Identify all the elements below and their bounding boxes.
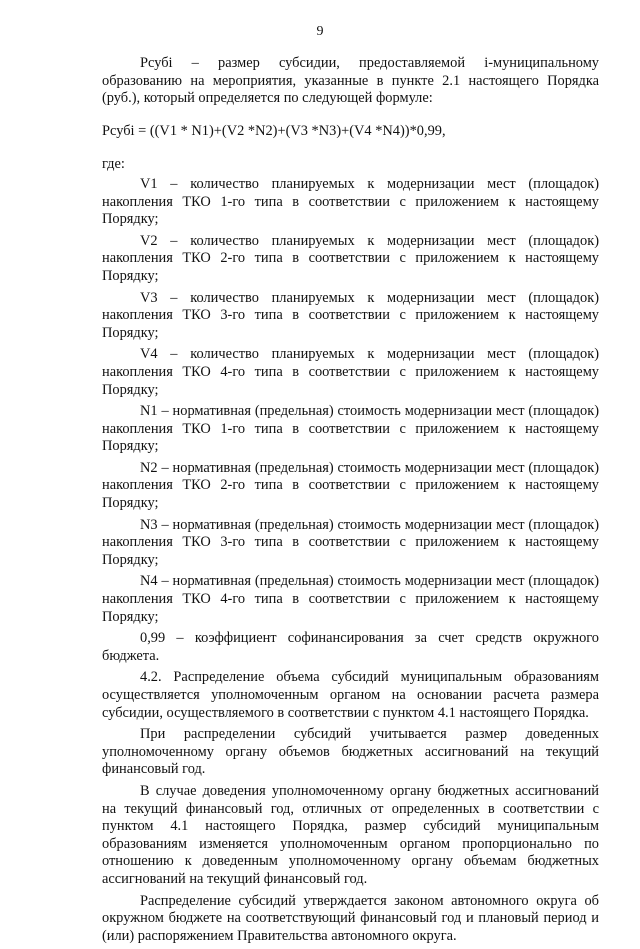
definition-n2: N2 – нормативная (предельная) стоимость модернизации мест (площадок) накопления ТКО 2-го типа в соответствии с приложением к настоящему Порядку;: [102, 459, 599, 512]
definition-v4: V4 – количество планируемых к модернизации мест (площадок) накопления ТКО 4-го типа в соответствии с приложением к настоящему Порядку;: [102, 346, 599, 398]
paragraph-law: Распределение субсидий утверждается законом автономного округа об окружном бюджете на соответствующий финансовый год и плановый период и (или) распоряжением Правительства автономного округа.: [102, 892, 599, 944]
definition-n3: N3 – нормативная (предельная) стоимость модернизации мест (площадок) накопления ТКО 3-го типа в соответствии с приложением к настоящему Порядку;: [102, 516, 599, 568]
definition-coefficient: 0,99 – коэффициент софинансирования за счет средств окружного бюджета.: [102, 630, 599, 664]
definition-v2: V2 – количество планируемых к модернизации мест (площадок) накопления ТКО 2-го типа в соответствии с приложением к настоящему Порядку;: [102, 232, 599, 284]
formula: Рсубі = ((V1 * N1)+(V2 *N2)+(V3 *N3)+(V4 *N4))*0,99,: [102, 122, 446, 139]
paragraph-intro: Рсубі – размер субсидии, предоставляемой і-муниципальному образованию на мероприятия, указанные в пункте 2.1 настоящего Порядка (руб.), который определяется по следующей формуле:: [102, 55, 599, 107]
definition-n4: N4 – нормативная (предельная) стоимость модернизации мест (площадок) накопления ТКО 4-го типа в соответствии с приложением к настоящему Порядку;: [102, 573, 599, 625]
document-body: [102, 55, 599, 949]
paragraph-case: В случае доведения уполномоченному органу бюджетных ассигнований на текущий финансовый год, отличных от определенных в соответствии с пунктом 4.1 настоящего Порядка, размер субсидий муниципальным образованиям изменяется уполномоченным органом пропорционально по отношению к доведенным уполномоченному органу объемам бюджетных ассигнований на текущий финансовый год.: [102, 782, 599, 887]
definition-v3: V3 – количество планируемых к модернизации мест (площадок) накопления ТКО 3-го типа в соответствии с приложением к настоящему Порядку;: [102, 289, 599, 341]
definition-n1: N1 – нормативная (предельная) стоимость модернизации мест (площадок) накопления ТКО 1-го типа в соответствии с приложением к настоящему Порядку;: [102, 403, 599, 455]
paragraph-where: где:: [102, 156, 125, 173]
definition-v1: V1 – количество планируемых к модернизации мест (площадок) накопления ТКО 1-го типа в соответствии с приложением к настоящему Порядку;: [102, 175, 599, 228]
page-number: 9: [316, 24, 324, 39]
paragraph-distribution: При распределении субсидий учитывается размер доведенных уполномоченному органу объемов бюджетных ассигнований на текущий финансовый год.: [102, 726, 599, 778]
section-4-2: 4.2. Распределение объема субсидий муниципальным образованиям осуществляется уполномоченным органом на основании расчета размера субсидии, осуществляемого в соответствии с пунктом 4.1 настоящего Порядка.: [102, 669, 599, 721]
